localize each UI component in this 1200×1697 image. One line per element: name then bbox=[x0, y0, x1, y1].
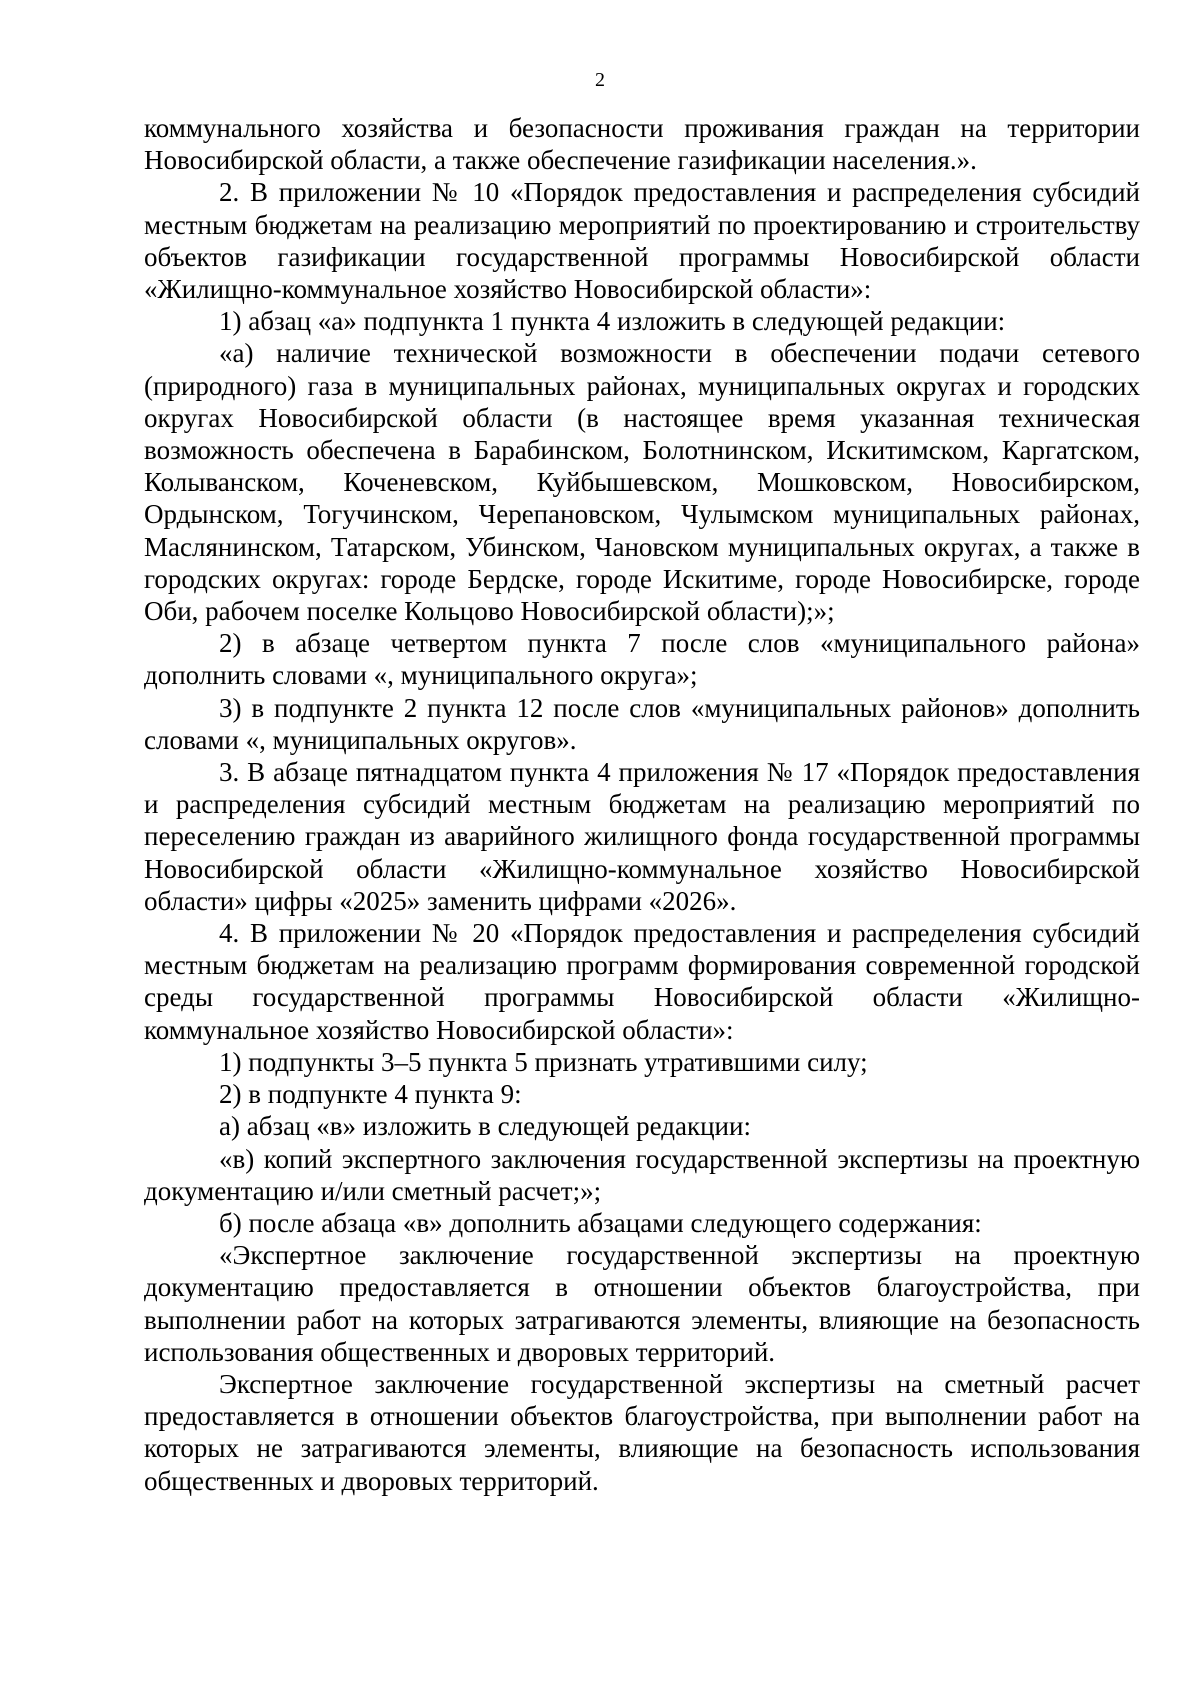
paragraph-subitem-4-2-a: а) абзац «в» изложить в следующей редакции: bbox=[219, 1111, 751, 1142]
paragraph-quote-a: «а) наличие технической возможности в обеспечении подачи сетевого (природного) газа в муниципальных районах, муниципальных округах и городских округах Новосибирской области (в настоящее время указанная техническая возможность обеспечена в Барабинском, Болотнинском, Искитимском, Каргатском, Колыванском, Коченевском, Куйбышевском, Мошковском, Новосибирском, Ордынском, Тогучинском, Черепановском, Чулымском муниципальных районах, Маслянинском, Татарском, Убинском, Чановском муниципальных округах, а также в городских округах: городе Бердске, городе Искитиме, городе Новосибирске, городе Оби, рабочем поселке Кольцово Новосибирской области);»; bbox=[144, 338, 1140, 627]
paragraph-subitem-4-2: 2) в подпункте 4 пункта 9: bbox=[219, 1079, 522, 1110]
paragraph-subitem-2-1: 1) абзац «а» подпункта 1 пункта 4 изложить в следующей редакции: bbox=[219, 306, 1006, 337]
document-body bbox=[144, 112, 1140, 1497]
paragraph-subitem-4-1: 1) подпункты 3–5 пункта 5 признать утратившими силу; bbox=[219, 1046, 868, 1077]
paragraph-subitem-4-2-b: б) после абзаца «в» дополнить абзацами следующего содержания: bbox=[219, 1207, 982, 1238]
paragraph-item-3: 3. В абзаце пятнадцатом пункта 4 приложения № 17 «Порядок предоставления и распределения субсидий местным бюджетам на реализацию мероприятий по переселению граждан из аварийного жилищного фонда государственной программы Новосибирской области «Жилищно-коммунальное хозяйство Новосибирской области» цифры «2025» заменить цифрами «2026». bbox=[144, 757, 1140, 916]
paragraph-item-4: 4. В приложении № 20 «Порядок предоставления и распределения субсидий местным бюджетам на реализацию программ формирования современной городской среды государственной программы Новосибирской области «Жилищно-коммунальное хозяйство Новосибирской области»: bbox=[144, 918, 1140, 1045]
paragraph-item-2: 2. В приложении № 10 «Порядок предоставления и распределения субсидий местным бюджетам на реализацию мероприятий по проектированию и строительству объектов газификации государственной программы Новосибирской области «Жилищно-коммунальное хозяйство Новосибирской области»: bbox=[144, 177, 1140, 305]
paragraph-subitem-2-3: 3) в подпункте 2 пункта 12 после слов «муниципальных районов» дополнить словами «, муниципальных округов». bbox=[144, 692, 1140, 755]
paragraph-quote-v: «в) копий экспертного заключения государственной экспертизы на проектную документацию и/или сметный расчет;»; bbox=[144, 1143, 1140, 1206]
paragraph-quote-expert-project: «Экспертное заключение государственной экспертизы на проектную документацию предоставляется в отношении объектов благоустройства, при выполнении работ на которых затрагиваются элементы, влияющие на безопасность использования общественных и дворовых территорий. bbox=[144, 1240, 1140, 1367]
paragraph-continuation: коммунального хозяйства и безопасности проживания граждан на территории Новосибирской области, а также обеспечение газификации населения.». bbox=[144, 113, 1140, 176]
page-number: 2 bbox=[595, 69, 605, 91]
paragraph-subitem-2-2: 2) в абзаце четвертом пункта 7 после слов «муниципального района» дополнить словами «, муниципального округа»; bbox=[144, 628, 1140, 691]
paragraph-expert-estimate: Экспертное заключение государственной экспертизы на сметный расчет предоставляется в отношении объектов благоустройства, при выполнении работ на которых не затрагиваются элементы, влияющие на безопасность использования общественных и дворовых территорий. bbox=[144, 1368, 1140, 1496]
